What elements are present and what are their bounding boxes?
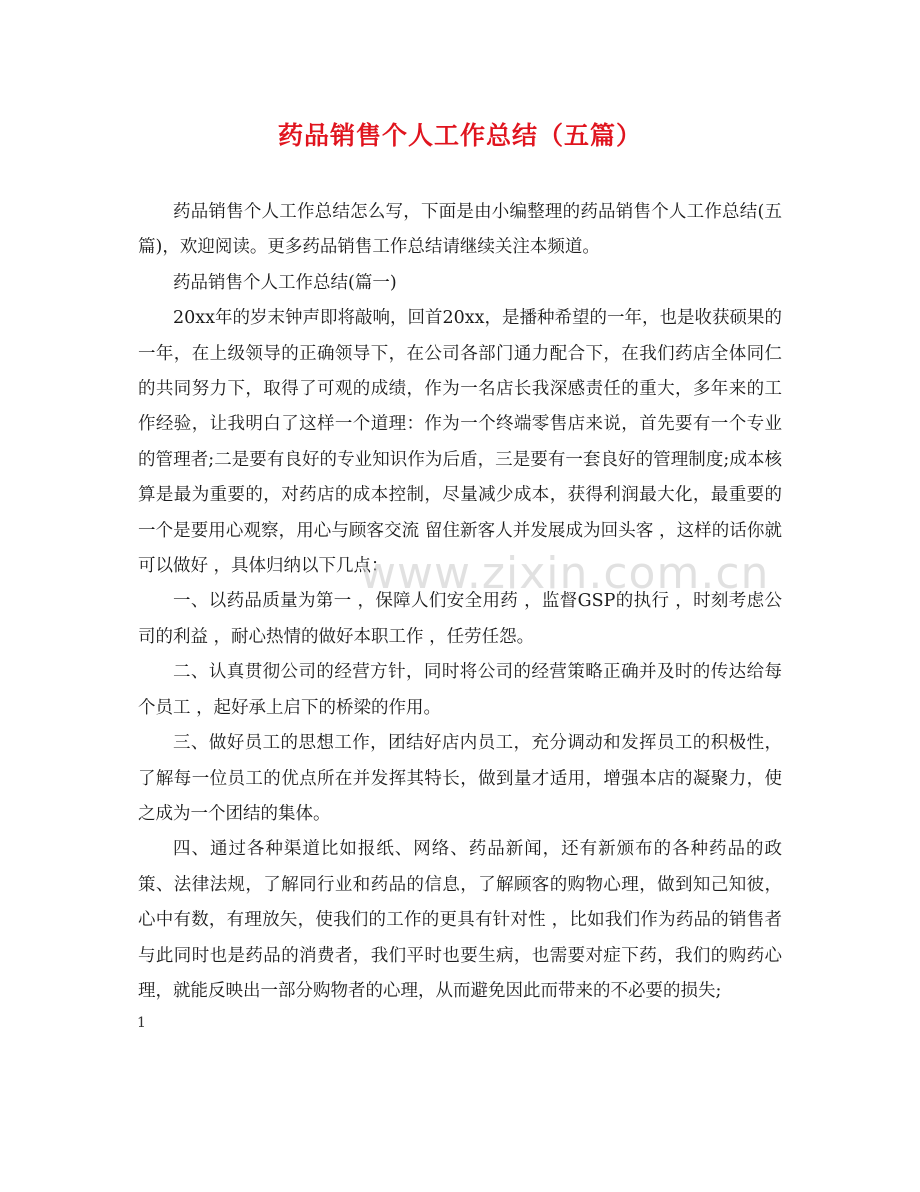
section-heading: 药品销售个人工作总结(篇一): [173, 272, 397, 293]
document-body: [138, 195, 782, 1009]
list-item-4: 四、通过各种渠道比如报纸、网络、药品新闻，还有新颁布的各种药品的政策、法律法规，了解同行业和药品的信息，了解顾客的购物心理，做到知己知彼，心中有数，有理放矢，使我们的工作的更具有针对性 ，比如我们作为药品的销售者与此同时也是药品的消费者，我们平时也要生病，也需要对症下药，我们的购药心理，就能反映出一部分购物者的心理，从而避免因此而带来的不必要的损失;: [138, 839, 782, 1001]
list-item-3: 三、做好员工的思想工作，团结好店内员工，充分调动和发挥员工的积极性，了解每一位员工的优点所在并发挥其特长，做到量才适用，增强本店的凝聚力，使之成为一个团结的集体。: [138, 733, 782, 824]
body-paragraph: 20xx年的岁末钟声即将敲响，回首20xx，是播种希望的一年，也是收获硕果的一年，在上级领导的正确领导下，在公司各部门通力配合下，在我们药店全体同仁的共同努力下，取得了可观的成绩，作为一名店长我深感责任的重大，多年来的工作经验，让我明白了这样一个道理：作为一个终端零售店来说，首先要有一个专业的管理者;二是要有良好的专业知识作为后盾，三是要有一套良好的管理制度;成本核算是最为重要的，对药店的成本控制，尽量减少成本，获得利润最大化，最重要的一个是要用心观察，用心与顾客交流 留住新客人并发展成为回头客 ，这样的话你就可以做好 ，具体归纳以下几点：: [138, 308, 783, 577]
list-item-1: 一、以药品质量为第一 ，保障人们安全用药 ，监督GSP的执行 ，时刻考虑公司的利益 ，耐心热情的做好本职工作 ，任劳任怨。: [138, 591, 782, 647]
watermark: www.zixin.com.cn: [360, 548, 770, 599]
intro-paragraph: 药品销售个人工作总结怎么写，下面是由小编整理的药品销售个人工作总结(五篇)，欢迎阅读。更多药品销售工作总结请继续关注本频道。: [138, 202, 782, 258]
list-item-2: 二、认真贯彻公司的经营方针，同时将公司的经营策略正确并及时的传达给每个员工 ，起好承上启下的桥梁的作用。: [138, 662, 782, 718]
page-number: 1: [137, 1015, 146, 1031]
document-title: 药品销售个人工作总结（五篇）: [277, 121, 642, 150]
